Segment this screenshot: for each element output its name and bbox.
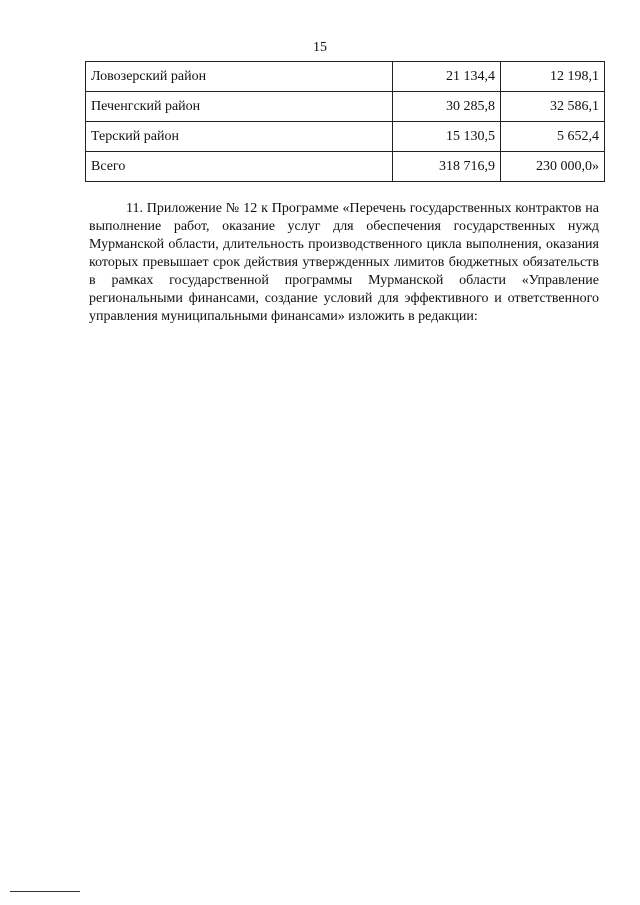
body-paragraph: 11. Приложение № 12 к Программе «Перечень государственных контрактов на выполнение работ, оказание услуг для обеспечения государственных нужд Мурманской области, длительность производственного цикла выполнения, оказания которых превышает срок действия утвержденных лимитов бюджетных обязательств в рамках государственной программы Мурманской области «Управление региональными финансами, создание условий для эффективного и ответственного управления муниципальными финансами» изложить в редакции: [89,201,599,324]
footer-divider [10,891,80,892]
table-row [86,122,605,152]
table-row [86,92,605,122]
row-value-1: 21 134,4 [393,62,501,92]
row-district-name: Ловозерский район [86,62,393,92]
row-value-2: 5 652,4 [500,122,604,152]
row-value-2: 12 198,1 [500,62,604,92]
row-district-name: Печенгский район [86,92,393,122]
page-number: 15 [313,40,327,55]
table-row-total [86,152,605,182]
total-value-1: 318 716,9 [393,152,501,182]
budget-table [85,61,605,182]
total-value-2: 230 000,0» [500,152,604,182]
row-value-1: 15 130,5 [393,122,501,152]
total-label: Всего [86,152,393,182]
row-value-2: 32 586,1 [500,92,604,122]
row-district-name: Терский район [86,122,393,152]
row-value-1: 30 285,8 [393,92,501,122]
table-row [86,62,605,92]
